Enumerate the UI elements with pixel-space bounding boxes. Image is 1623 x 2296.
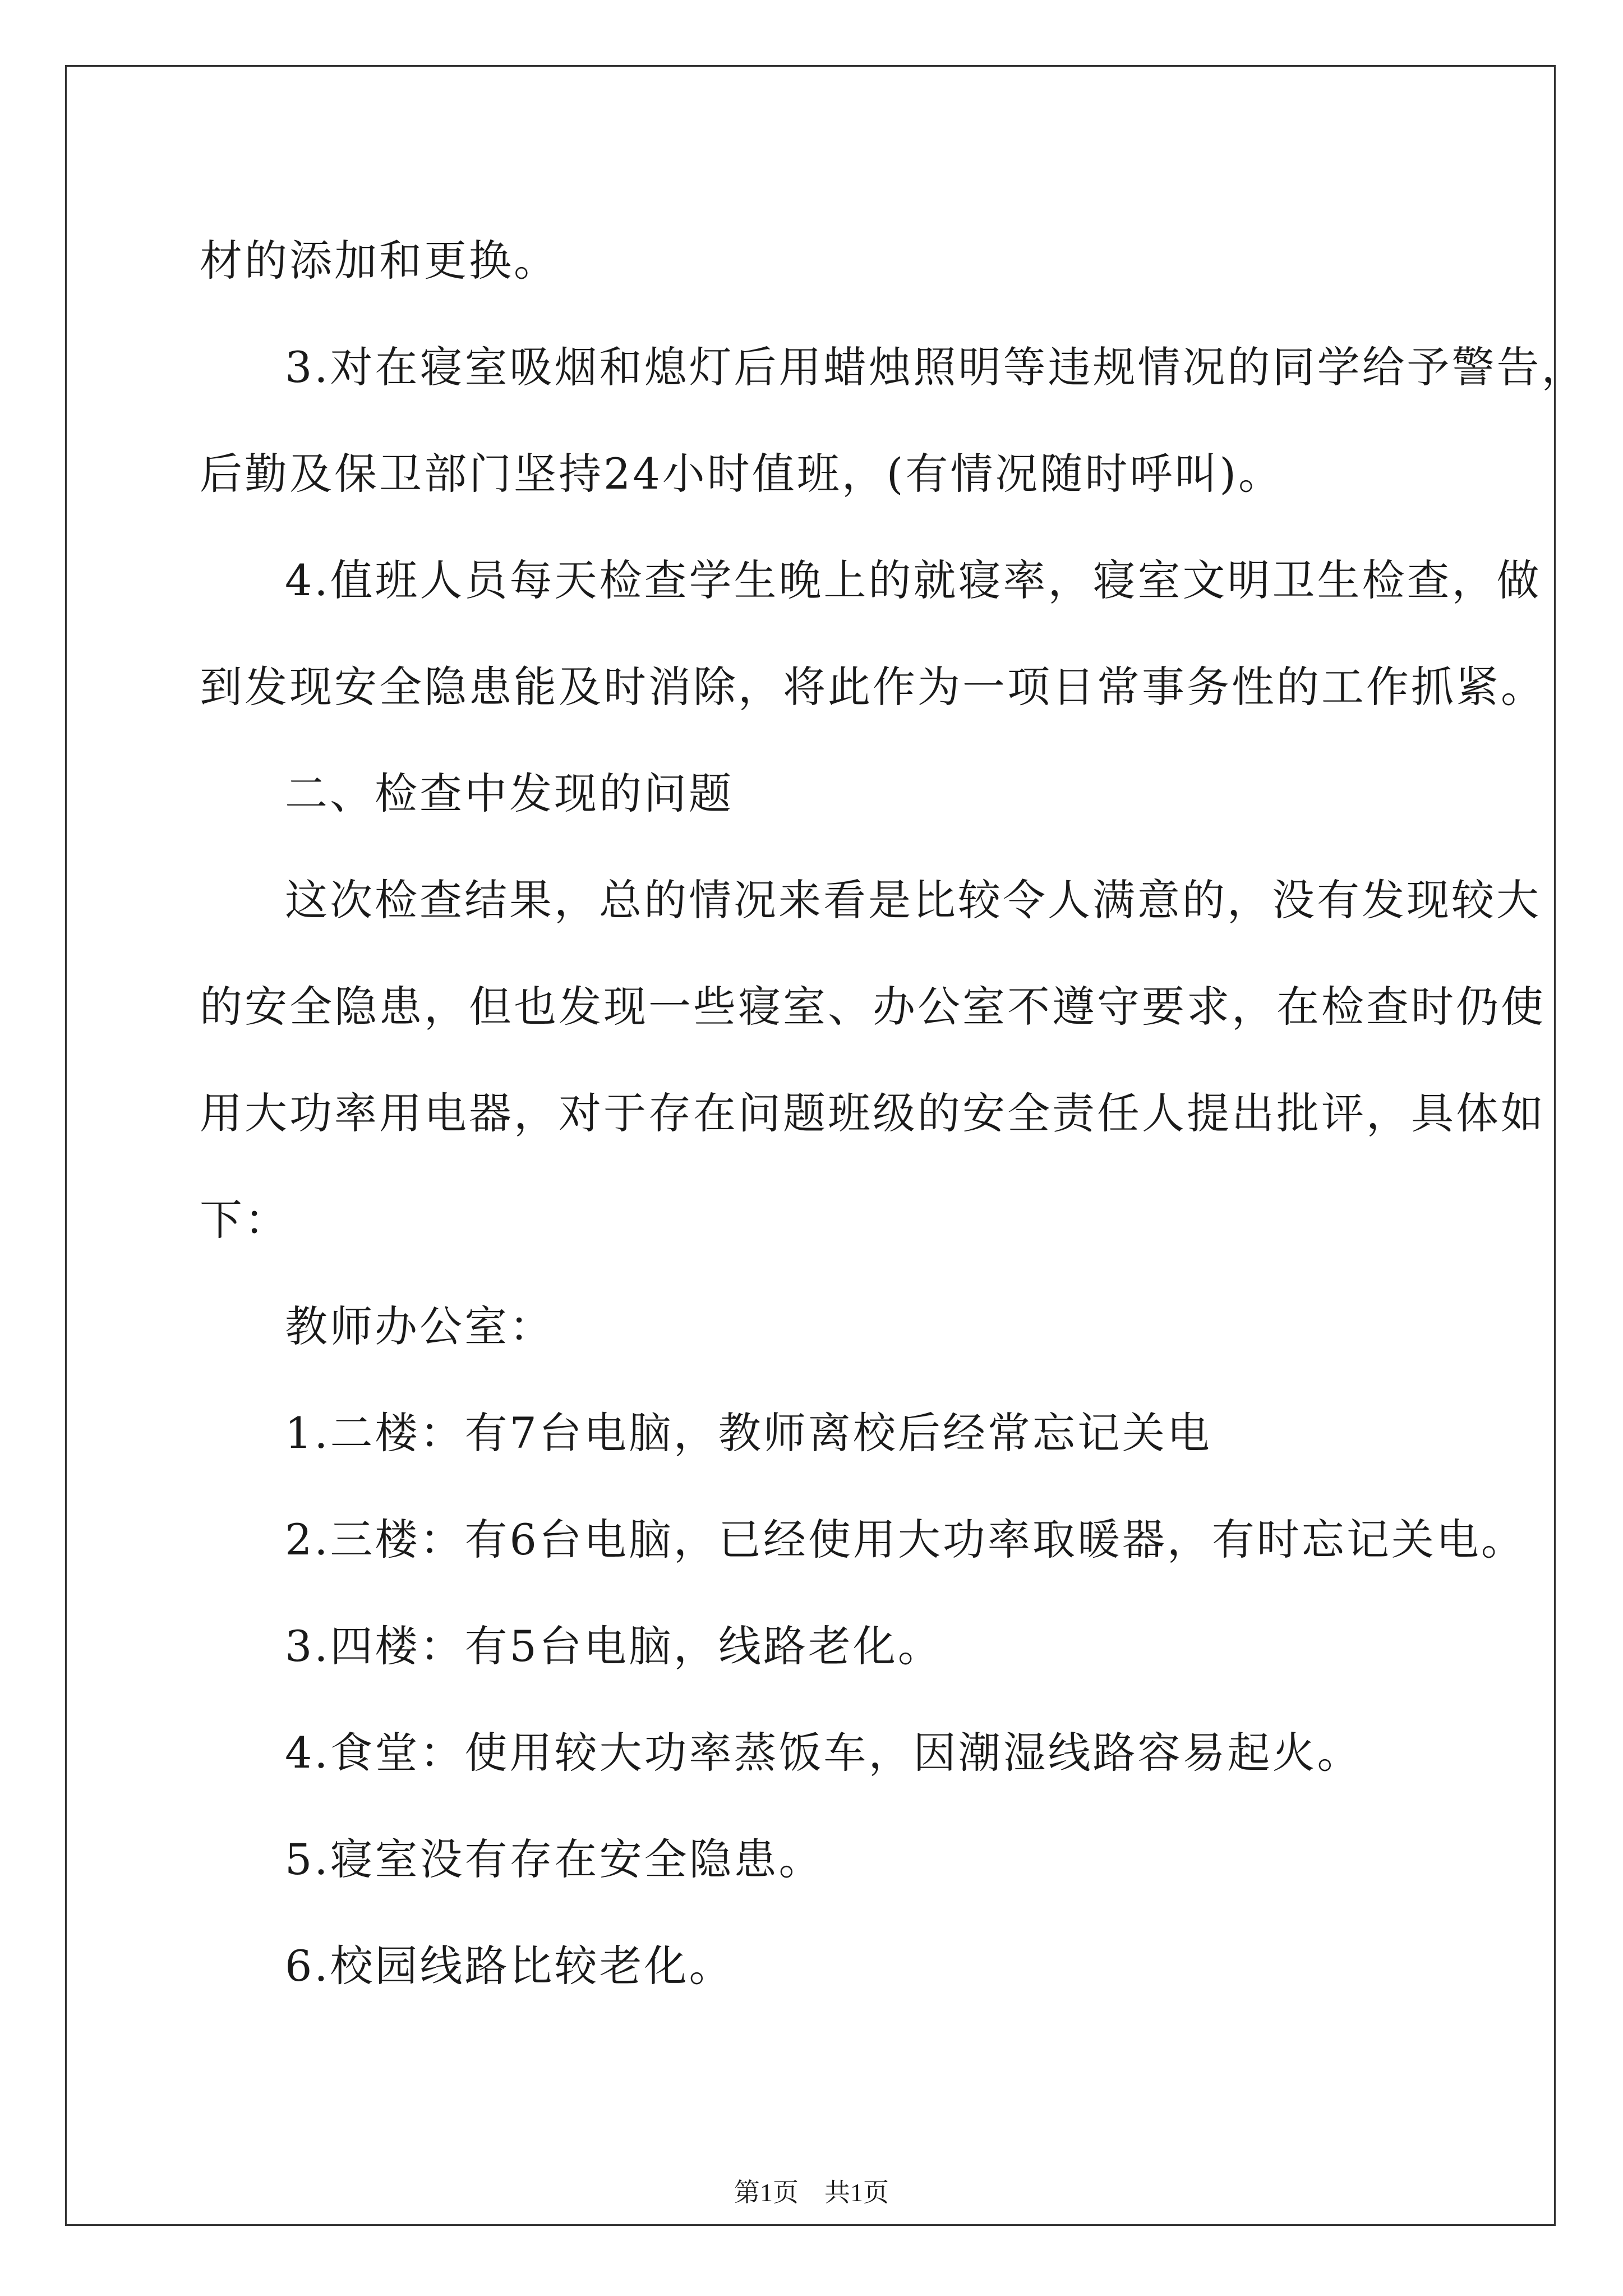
paragraph-line: 到发现安全隐患能及时消除，将此作为一项日常事务性的工作抓紧。 xyxy=(200,662,1546,712)
paragraph-line: 这次检查结果，总的情况来看是比较令人满意的，没有发现较大 xyxy=(285,875,1541,925)
paragraph-line: 3.对在寝室吸烟和熄灯后用蜡烛照明等违规情况的同学给予警告， xyxy=(285,342,1587,392)
list-item: 5.寝室没有存在安全隐患。 xyxy=(285,1834,824,1884)
list-item: 4.食堂：使用较大功率蒸饭车，因潮湿线路容易起火。 xyxy=(285,1728,1362,1778)
list-item: 1.二楼：有7台电脑，教师离校后经常忘记关电 xyxy=(285,1408,1212,1458)
list-item: 3.四楼：有5台电脑，线路老化。 xyxy=(285,1621,943,1671)
list-item: 6.校园线路比较老化。 xyxy=(285,1941,734,1991)
list-item: 2.三楼：有6台电脑，已经使用大功率取暖器，有时忘记关电。 xyxy=(285,1515,1526,1565)
paragraph-line: 的安全隐患，但也发现一些寝室、办公室不遵守要求，在检查时仍使 xyxy=(200,982,1546,1032)
paragraph-line: 下： xyxy=(200,1195,289,1245)
document-body xyxy=(200,208,1587,2019)
paragraph-line: 用大功率用电器，对于存在问题班级的安全责任人提出批评，具体如 xyxy=(200,1088,1546,1138)
page-number: 第1页 共1页 xyxy=(734,2178,889,2207)
paragraph-line: 材的添加和更换。 xyxy=(200,236,559,286)
paragraph-line: 4.值班人员每天检查学生晚上的就寝率，寝室文明卫生检查，做 xyxy=(285,555,1542,605)
subheading: 教师办公室： xyxy=(285,1301,554,1351)
paragraph-line: 后勤及保卫部门坚持24小时值班，(有情况随时呼叫)。 xyxy=(200,449,1284,499)
section-heading: 二、检查中发现的问题 xyxy=(285,769,734,818)
